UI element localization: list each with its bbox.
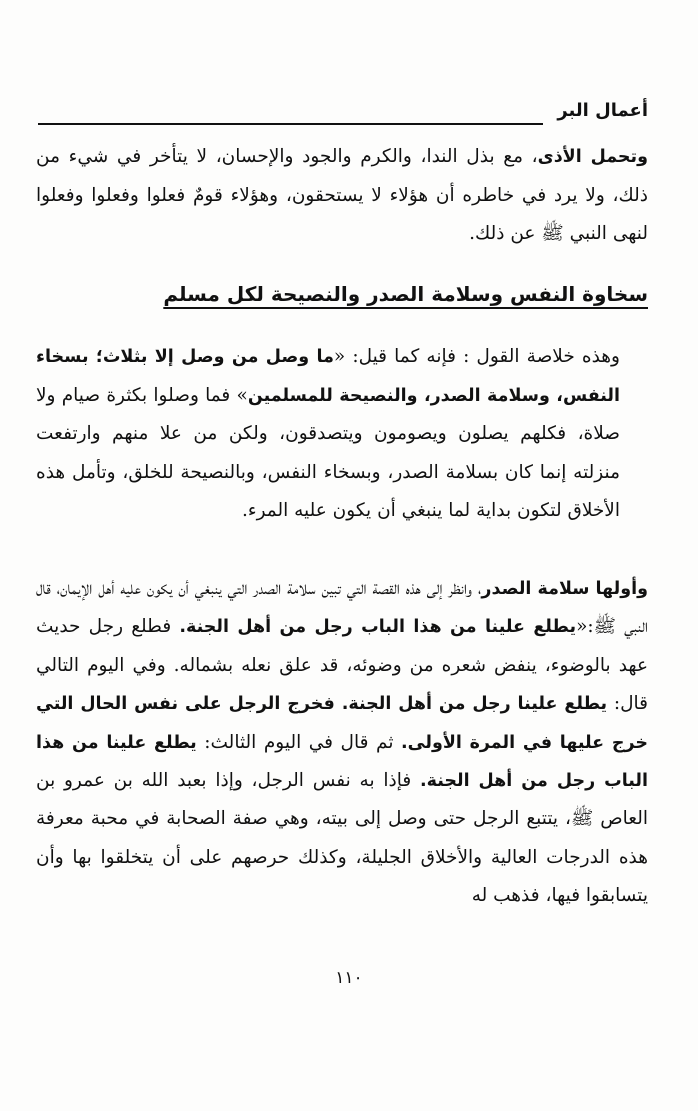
paragraph-3-hadith-2: يطلع علينا رجل من أهل الجنة. فخرج الرجل على نفس الحال التي خرج عليها في المرة الأولى.: [36, 694, 648, 753]
paragraph-3-text-c: ثم قال في اليوم الثالث:: [196, 731, 402, 753]
paragraph-3-text-a: ، وانظر إلى هذه القصة التي تبين سلامة الصدر التي ينبغي أن يكون عليه أهل الإيمان، قال النبي ﷺ:«: [36, 578, 648, 638]
running-header: أعمال البر: [557, 100, 648, 121]
paragraph-1: [36, 138, 648, 254]
paragraph-3-text-b: فطلع رجل حديث عهد بالوضوء، ينفض شعره من وضوئه، قد علق نعله بشماله. وفي اليوم التالي قال:: [36, 616, 648, 715]
section-heading: سخاوة النفس وسلامة الصدر والنصيحة لكل مسلم: [163, 282, 648, 306]
paragraph-2-quote: ما وصل من وصل إلا بثلاث؛ بسخاء النفس، وسلامة الصدر، والنصيحة للمسلمين: [36, 347, 621, 406]
paragraph-2: [36, 338, 648, 531]
paragraph-2-text-b: » فما وصلوا بكثرة صيام ولا صلاة، فكلهم يصلون ويصومون ويتصدقون، ولكن من علا منهم وارتفعت منزلته إنما كان بسلامة الصدر، وبسخاء النفس، وبالنصيحة للخلق، وتأمل هذه الأخلاق لتكون بداية لما ينبغي أن يكون عليه المرء.: [36, 384, 620, 521]
paragraph-3-hadith-1: يطلع علينا من هذا الباب رجل من أهل الجنة.: [179, 617, 577, 638]
paragraph-3: [36, 570, 648, 916]
paragraph-2-text-a: وهذه خلاصة القول : فإنه كما قيل: «: [333, 346, 620, 367]
paragraph-3-bold-lead: وأولها سلامة الصدر: [481, 579, 649, 599]
paragraph-1-text: ، مع بذل الندا، والكرم والجود والإحسان، لا يتأخر في شيء من ذلك، ولا يرد في خاطره أن هؤلاء لا يستحقون، وهؤلاء قومٌ فعلوا وفعلوا وفعلوا لنهى النبي ﷺ عن ذلك.: [36, 146, 648, 244]
paragraph-3-text-d: فإذا به نفس الرجل، وإذا بعبد الله بن عمرو بن العاص ﷺ، يتتبع الرجل حتى وصل إلى بيته، وهي صفة الصحابة في محبة معرفة هذه الدرجات العالية والأخلاق الجليلة، وكذلك حرصهم على أن يتخلقوا بها وأن يتسابقوا فيها، فذهب له: [36, 770, 648, 907]
page-number: ١١٠: [335, 968, 363, 988]
header-rule: [38, 123, 543, 125]
paragraph-1-bold-lead: وتحمل الأذى: [537, 147, 648, 167]
paragraph-3-hadith-3: يطلع علينا من هذا الباب رجل من أهل الجنة.: [36, 732, 648, 792]
